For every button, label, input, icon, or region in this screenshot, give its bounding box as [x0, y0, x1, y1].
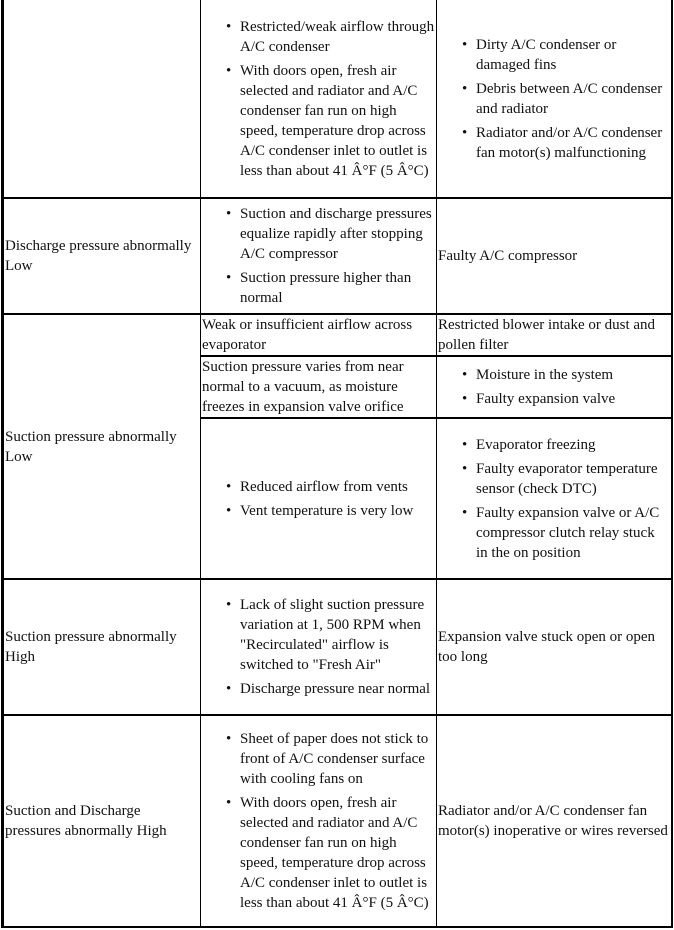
list-item: • Moisture in the system [476, 365, 670, 385]
symptom-cell: Suction and Discharge pressures abnormally High [3, 715, 201, 927]
causes-cell [437, 0, 673, 198]
table-row [3, 0, 673, 198]
conditions-list [202, 204, 435, 308]
table-row [3, 198, 673, 314]
causes-cell [437, 356, 673, 418]
table-row [3, 314, 673, 356]
condition-cell: Suction pressure varies from near normal to a vacuum, as moisture freezes in expansion valve orifice [201, 356, 437, 418]
list-item: • Sheet of paper does not stick to front of A/C condenser surface with cooling fans on [240, 729, 435, 789]
symptom-cell: Suction pressure abnormally Low [3, 314, 201, 579]
table-row [3, 715, 673, 927]
list-item: • Faulty expansion valve or A/C compressor clutch relay stuck in the on position [476, 503, 670, 563]
list-item: • Lack of slight suction pressure variation at 1, 500 RPM when "Recirculated" airflow is switched to "Fresh Air" [240, 595, 435, 675]
conditions-list [202, 17, 435, 181]
list-item: • Suction and discharge pressures equalize rapidly after stopping A/C compressor [240, 204, 435, 264]
list-item: • Evaporator freezing [476, 435, 670, 455]
conditions-cell [201, 0, 437, 198]
cause-cell: Radiator and/or A/C condenser fan motor(s) inoperative or wires reversed [437, 715, 673, 927]
diagnostic-table [1, 0, 673, 928]
conditions-cell [201, 418, 437, 579]
symptom-cell [3, 0, 201, 198]
symptom-cell: Discharge pressure abnormally Low [3, 198, 201, 314]
list-item: • Debris between A/C condenser and radiator [476, 79, 670, 119]
conditions-list [202, 477, 435, 521]
list-item: • With doors open, fresh air selected and radiator and A/C condenser fan run on high speed, temperature drop across A/C condenser inlet to outlet is less than about 41 Â°F (5 Â°C) [240, 61, 435, 181]
cause-cell: Restricted blower intake or dust and pollen filter [437, 314, 673, 356]
conditions-list [202, 729, 435, 913]
list-item: • Discharge pressure near normal [240, 679, 435, 699]
conditions-cell [201, 198, 437, 314]
list-item: • Faulty evaporator temperature sensor (check DTC) [476, 459, 670, 499]
list-item: • Restricted/weak airflow through A/C condenser [240, 17, 435, 57]
causes-list [438, 435, 670, 563]
causes-cell [437, 418, 673, 579]
list-item: • Suction pressure higher than normal [240, 268, 435, 308]
table-row [3, 579, 673, 715]
causes-list [438, 35, 670, 163]
conditions-cell [201, 579, 437, 715]
condition-cell: Weak or insufficient airflow across evaporator [201, 314, 437, 356]
cause-cell: Faulty A/C compressor [437, 198, 673, 314]
list-item: • Radiator and/or A/C condenser fan motor(s) malfunctioning [476, 123, 670, 163]
list-item: • Faulty expansion valve [476, 389, 670, 409]
list-item: • Reduced airflow from vents [240, 477, 435, 497]
conditions-cell [201, 715, 437, 927]
list-item: • Vent temperature is very low [240, 501, 435, 521]
symptom-cell: Suction pressure abnormally High [3, 579, 201, 715]
conditions-list [202, 595, 435, 699]
cause-cell: Expansion valve stuck open or open too long [437, 579, 673, 715]
causes-list [438, 365, 670, 409]
list-item: • Dirty A/C condenser or damaged fins [476, 35, 670, 75]
list-item: • With doors open, fresh air selected and radiator and A/C condenser fan run on high speed, temperature drop across A/C condenser inlet to outlet is less than about 41 Â°F (5 Â°C) [240, 793, 435, 913]
